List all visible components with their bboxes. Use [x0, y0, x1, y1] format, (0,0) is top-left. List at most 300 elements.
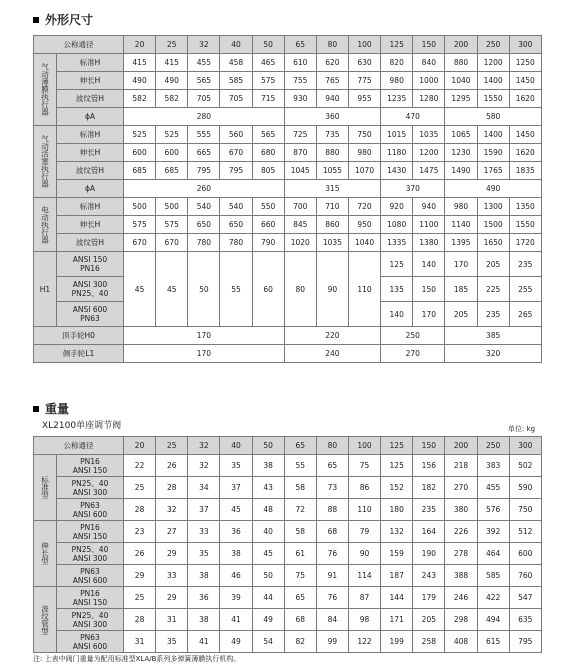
table-cell: 33 — [188, 521, 220, 543]
row-label: 伸长H — [57, 144, 124, 162]
table-cell: 190 — [413, 543, 445, 565]
size-header: 50 — [252, 36, 284, 54]
table-row — [34, 198, 542, 216]
table-cell: 1180 — [381, 144, 413, 162]
table-row — [34, 499, 542, 521]
size-header: 80 — [316, 36, 348, 54]
h1-label: H1 — [34, 252, 57, 327]
table-cell: 370 — [381, 180, 445, 198]
size-header: 125 — [381, 437, 413, 455]
table-row — [34, 252, 542, 277]
table-cell: 720 — [348, 198, 380, 216]
row-label: PN63 ANSI 600 — [57, 499, 124, 521]
row-label: PN25、40 ANSI 300 — [57, 543, 124, 565]
table-cell: 1200 — [413, 144, 445, 162]
table-cell: 580 — [445, 108, 541, 126]
table-cell: 458 — [220, 54, 252, 72]
table-cell: 110 — [348, 252, 380, 327]
group-label: 标准型 — [34, 455, 57, 521]
table-cell: 1035 — [316, 234, 348, 252]
table-cell: 525 — [124, 126, 156, 144]
table-cell: 820 — [381, 54, 413, 72]
table-cell: 218 — [445, 455, 477, 477]
table-cell: 715 — [252, 90, 284, 108]
header-row — [34, 36, 542, 54]
table-cell: 464 — [477, 543, 509, 565]
table-row — [34, 234, 542, 252]
size-header: 65 — [284, 36, 316, 54]
table-cell: 29 — [156, 587, 188, 609]
table-cell: 38 — [188, 565, 220, 587]
table-cell: 199 — [381, 631, 413, 653]
table-cell: 1400 — [477, 72, 509, 90]
table-cell: 46 — [220, 565, 252, 587]
table-cell: 32 — [188, 455, 220, 477]
table-cell: 226 — [445, 521, 477, 543]
size-header: 300 — [509, 36, 541, 54]
table-cell: 585 — [220, 72, 252, 90]
table-cell: 33 — [156, 565, 188, 587]
table-cell: 635 — [509, 609, 541, 631]
table-cell: 790 — [252, 234, 284, 252]
table-cell: 590 — [509, 477, 541, 499]
table-cell: 795 — [188, 162, 220, 180]
table-cell: 179 — [413, 587, 445, 609]
table-cell: 90 — [348, 543, 380, 565]
table-cell: 1590 — [477, 144, 509, 162]
table-cell: 38 — [188, 609, 220, 631]
table-cell: 35 — [188, 543, 220, 565]
footnote: 注: 上表中阀门重量为配用标准型XLA/B系列多弹簧薄膜执行机构。 — [33, 655, 241, 663]
table-cell: 144 — [381, 587, 413, 609]
table-cell: 28 — [124, 499, 156, 521]
table-cell: 41 — [220, 609, 252, 631]
table-cell: 80 — [284, 252, 316, 327]
table-cell: 705 — [188, 90, 220, 108]
row-label: 侧手轮L1 — [34, 345, 124, 363]
table-cell: 575 — [156, 216, 188, 234]
table-cell: 140 — [413, 252, 445, 277]
table-cell: 1020 — [284, 234, 316, 252]
table-cell: 1500 — [477, 216, 509, 234]
table-cell: 243 — [413, 565, 445, 587]
table-cell: 1040 — [445, 72, 477, 90]
table-cell: 665 — [188, 144, 220, 162]
table-cell: 550 — [252, 198, 284, 216]
table-cell: 150 — [413, 277, 445, 302]
table-row — [34, 565, 542, 587]
table-cell: 1040 — [348, 234, 380, 252]
table-cell: 1475 — [413, 162, 445, 180]
table-cell: 490 — [124, 72, 156, 90]
table-cell: 61 — [284, 543, 316, 565]
table-cell: 27 — [156, 521, 188, 543]
table-cell: 1280 — [413, 90, 445, 108]
table-cell: 255 — [509, 277, 541, 302]
table-cell: 680 — [252, 144, 284, 162]
table-cell: 44 — [252, 587, 284, 609]
table-cell: 73 — [316, 477, 348, 499]
row-label: PN16 ANSI 150 — [57, 455, 124, 477]
table-cell: 1300 — [477, 198, 509, 216]
table-cell: 1200 — [477, 54, 509, 72]
table-cell: 685 — [124, 162, 156, 180]
table-row — [34, 216, 542, 234]
table-cell: 1235 — [381, 90, 413, 108]
table-cell: 930 — [284, 90, 316, 108]
table-cell: 99 — [316, 631, 348, 653]
table-cell: 110 — [348, 499, 380, 521]
table-cell: 87 — [348, 587, 380, 609]
header-label: 公称通径 — [34, 437, 124, 455]
table-cell: 29 — [156, 543, 188, 565]
table-cell: 600 — [156, 144, 188, 162]
table-cell: 45 — [252, 543, 284, 565]
table-cell: 29 — [124, 565, 156, 587]
table-cell: 470 — [381, 108, 445, 126]
table-cell: 765 — [316, 72, 348, 90]
table-cell: 32 — [156, 499, 188, 521]
table-cell: 660 — [252, 216, 284, 234]
row-label: 伸长H — [57, 72, 124, 90]
table-cell: 780 — [220, 234, 252, 252]
table-cell: 37 — [188, 499, 220, 521]
table-cell: 164 — [413, 521, 445, 543]
table-cell: 1450 — [509, 72, 541, 90]
table-cell: 171 — [381, 609, 413, 631]
table-cell: 805 — [252, 162, 284, 180]
size-header: 125 — [381, 36, 413, 54]
table-cell: 235 — [413, 499, 445, 521]
size-header: 100 — [348, 437, 380, 455]
table-cell: 1765 — [477, 162, 509, 180]
size-header: 250 — [477, 36, 509, 54]
table-cell: 565 — [188, 72, 220, 90]
size-header: 50 — [252, 437, 284, 455]
table-cell: 575 — [252, 72, 284, 90]
group-label: 电动执行器 — [34, 198, 57, 252]
table-cell: 650 — [220, 216, 252, 234]
table-cell: 1430 — [381, 162, 413, 180]
table-cell: 205 — [413, 609, 445, 631]
table-cell: 88 — [316, 499, 348, 521]
table-cell: 775 — [348, 72, 380, 90]
table-cell: 152 — [381, 477, 413, 499]
table-cell: 685 — [156, 162, 188, 180]
bullet-square-icon — [33, 406, 39, 412]
table-cell: 780 — [188, 234, 220, 252]
table-cell: 576 — [477, 499, 509, 521]
row-label: ϕA — [57, 108, 124, 126]
table-cell: 31 — [124, 631, 156, 653]
table-cell: 540 — [220, 198, 252, 216]
size-header: 200 — [445, 36, 477, 54]
table-cell: 278 — [445, 543, 477, 565]
row-label: 波纹管H — [57, 90, 124, 108]
table-row — [34, 587, 542, 609]
bullet-square-icon — [33, 17, 39, 23]
table-cell: 1100 — [413, 216, 445, 234]
table-cell: 82 — [284, 631, 316, 653]
table-cell: 620 — [316, 54, 348, 72]
table-cell: 710 — [316, 198, 348, 216]
table-cell: 1230 — [445, 144, 477, 162]
table-row — [34, 327, 542, 345]
table-cell: 58 — [284, 477, 316, 499]
table-cell: 670 — [220, 144, 252, 162]
table-cell: 1395 — [445, 234, 477, 252]
table-cell: 360 — [284, 108, 380, 126]
table-cell: 600 — [124, 144, 156, 162]
table-cell: 388 — [445, 565, 477, 587]
table-cell: 170 — [124, 345, 285, 363]
table-cell: 50 — [188, 252, 220, 327]
table-cell: 36 — [188, 587, 220, 609]
table-cell: 280 — [124, 108, 285, 126]
table-cell: 58 — [284, 521, 316, 543]
table-cell: 615 — [477, 631, 509, 653]
row-label: ϕA — [57, 180, 124, 198]
table-cell: 1015 — [381, 126, 413, 144]
size-header: 150 — [413, 437, 445, 455]
table-cell: 1000 — [413, 72, 445, 90]
table-cell: 1620 — [509, 144, 541, 162]
table-cell: 114 — [348, 565, 380, 587]
size-header: 200 — [445, 437, 477, 455]
table-cell: 582 — [156, 90, 188, 108]
table-cell: 265 — [509, 302, 541, 327]
table-cell: 1620 — [509, 90, 541, 108]
row-label: PN16 ANSI 150 — [57, 521, 124, 543]
table-cell: 565 — [252, 126, 284, 144]
weight-title: 重量 — [33, 402, 69, 416]
table-cell: 39 — [220, 587, 252, 609]
table-cell: 122 — [348, 631, 380, 653]
table-cell: 494 — [477, 609, 509, 631]
table-cell: 795 — [220, 162, 252, 180]
table-cell: 43 — [252, 477, 284, 499]
table-cell: 35 — [156, 631, 188, 653]
table-cell: 1140 — [445, 216, 477, 234]
table-cell: 205 — [477, 252, 509, 277]
table-cell: 298 — [445, 609, 477, 631]
table-cell: 180 — [381, 499, 413, 521]
table-cell: 845 — [284, 216, 316, 234]
row-label: ANSI 600 PN63 — [57, 302, 124, 327]
table-cell: 760 — [509, 565, 541, 587]
table-cell: 320 — [445, 345, 541, 363]
table-cell: 455 — [188, 54, 220, 72]
table-cell: 187 — [381, 565, 413, 587]
header-label: 公称通径 — [34, 36, 124, 54]
table-cell: 49 — [252, 609, 284, 631]
table-cell: 670 — [124, 234, 156, 252]
table-cell: 23 — [124, 521, 156, 543]
table-cell: 76 — [316, 587, 348, 609]
table-cell: 55 — [220, 252, 252, 327]
table-cell: 1335 — [381, 234, 413, 252]
size-header: 40 — [220, 437, 252, 455]
table-cell: 500 — [156, 198, 188, 216]
table-cell: 1380 — [413, 234, 445, 252]
table-cell: 75 — [284, 565, 316, 587]
table-cell: 159 — [381, 543, 413, 565]
table-cell: 1835 — [509, 162, 541, 180]
table-cell: 392 — [477, 521, 509, 543]
table-cell: 630 — [348, 54, 380, 72]
table-cell: 84 — [316, 609, 348, 631]
table-cell: 45 — [220, 499, 252, 521]
table-cell: 48 — [252, 499, 284, 521]
table-cell: 125 — [381, 252, 413, 277]
table-cell: 156 — [413, 455, 445, 477]
table-cell: 920 — [381, 198, 413, 216]
table-cell: 547 — [509, 587, 541, 609]
table-cell: 725 — [284, 126, 316, 144]
table-cell: 502 — [509, 455, 541, 477]
table-cell: 1720 — [509, 234, 541, 252]
table-cell: 383 — [477, 455, 509, 477]
row-label: PN16 ANSI 150 — [57, 587, 124, 609]
table-cell: 670 — [156, 234, 188, 252]
table-cell: 38 — [220, 543, 252, 565]
table-cell: 500 — [124, 198, 156, 216]
table-cell: 575 — [124, 216, 156, 234]
table-cell: 860 — [316, 216, 348, 234]
table-cell: 75 — [348, 455, 380, 477]
table-cell: 182 — [413, 477, 445, 499]
row-label: PN63 ANSI 600 — [57, 565, 124, 587]
table-cell: 45 — [124, 252, 156, 327]
table-cell: 90 — [316, 252, 348, 327]
table-cell: 950 — [348, 216, 380, 234]
row-label: ANSI 300 PN25、40 — [57, 277, 124, 302]
table-cell: 36 — [220, 521, 252, 543]
table-cell: 68 — [316, 521, 348, 543]
table-row — [34, 477, 542, 499]
table-cell: 49 — [220, 631, 252, 653]
row-label: 波纹管H — [57, 234, 124, 252]
table-cell: 540 — [188, 198, 220, 216]
table-row — [34, 455, 542, 477]
table-cell: 555 — [188, 126, 220, 144]
table-cell: 250 — [381, 327, 445, 345]
table-cell: 28 — [156, 477, 188, 499]
table-cell: 940 — [413, 198, 445, 216]
table-cell: 260 — [124, 180, 285, 198]
weight-subtitle: XL2100单座调节阀 — [42, 421, 122, 431]
table-cell: 246 — [445, 587, 477, 609]
table-cell: 380 — [445, 499, 477, 521]
table-cell: 1055 — [316, 162, 348, 180]
table-cell: 22 — [124, 455, 156, 477]
table-cell: 25 — [124, 587, 156, 609]
table-cell: 38 — [252, 455, 284, 477]
table-cell: 1070 — [348, 162, 380, 180]
table-row — [34, 72, 542, 90]
row-label: 波纹管H — [57, 162, 124, 180]
table-cell: 25 — [124, 477, 156, 499]
table-cell: 955 — [348, 90, 380, 108]
table-row — [34, 90, 542, 108]
row-label: PN25、40 ANSI 300 — [57, 477, 124, 499]
table-cell: 60 — [252, 252, 284, 327]
table-cell: 79 — [348, 521, 380, 543]
table-cell: 98 — [348, 609, 380, 631]
table-cell: 1450 — [509, 126, 541, 144]
table-cell: 880 — [445, 54, 477, 72]
table-cell: 512 — [509, 521, 541, 543]
table-cell: 490 — [445, 180, 541, 198]
row-label: 标准H — [57, 54, 124, 72]
table-cell: 72 — [284, 499, 316, 521]
table-cell: 235 — [477, 302, 509, 327]
table-row — [34, 543, 542, 565]
table-row — [34, 54, 542, 72]
table-cell: 235 — [509, 252, 541, 277]
table-cell: 26 — [124, 543, 156, 565]
size-header: 300 — [509, 437, 541, 455]
row-label: 顶手轮H0 — [34, 327, 124, 345]
table-cell: 68 — [284, 609, 316, 631]
size-header: 150 — [413, 36, 445, 54]
table-cell: 185 — [445, 277, 477, 302]
table-row — [34, 126, 542, 144]
dimensions-title: 外形尺寸 — [33, 13, 93, 27]
table-cell: 76 — [316, 543, 348, 565]
table-cell: 750 — [348, 126, 380, 144]
row-label: ANSI 150 PN16 — [57, 252, 124, 277]
table-cell: 880 — [316, 144, 348, 162]
table-cell: 270 — [445, 477, 477, 499]
table-cell: 840 — [413, 54, 445, 72]
size-header: 20 — [124, 36, 156, 54]
table-cell: 1045 — [284, 162, 316, 180]
table-cell: 170 — [124, 327, 285, 345]
table-cell: 582 — [124, 90, 156, 108]
table-cell: 650 — [188, 216, 220, 234]
table-cell: 1650 — [477, 234, 509, 252]
table-cell: 1250 — [509, 54, 541, 72]
table-cell: 35 — [220, 455, 252, 477]
group-label: 气动活塞执行器 — [34, 126, 57, 198]
size-header: 25 — [156, 36, 188, 54]
table-cell: 600 — [509, 543, 541, 565]
table-cell: 610 — [284, 54, 316, 72]
table-cell: 980 — [381, 72, 413, 90]
table-cell: 132 — [381, 521, 413, 543]
table-cell: 270 — [381, 345, 445, 363]
table-cell: 315 — [284, 180, 380, 198]
table-cell: 65 — [316, 455, 348, 477]
table-cell: 45 — [156, 252, 188, 327]
table-cell: 1350 — [509, 198, 541, 216]
table-cell: 1065 — [445, 126, 477, 144]
group-label: 伸长型 — [34, 521, 57, 587]
size-header: 40 — [220, 36, 252, 54]
table-cell: 755 — [284, 72, 316, 90]
table-cell: 700 — [284, 198, 316, 216]
table-cell: 585 — [477, 565, 509, 587]
row-label: 标准H — [57, 198, 124, 216]
table-cell: 205 — [445, 302, 477, 327]
table-cell: 980 — [445, 198, 477, 216]
table-cell: 135 — [381, 277, 413, 302]
table-cell: 385 — [445, 327, 541, 345]
size-header: 32 — [188, 36, 220, 54]
table-cell: 220 — [284, 327, 380, 345]
table-cell: 1550 — [477, 90, 509, 108]
